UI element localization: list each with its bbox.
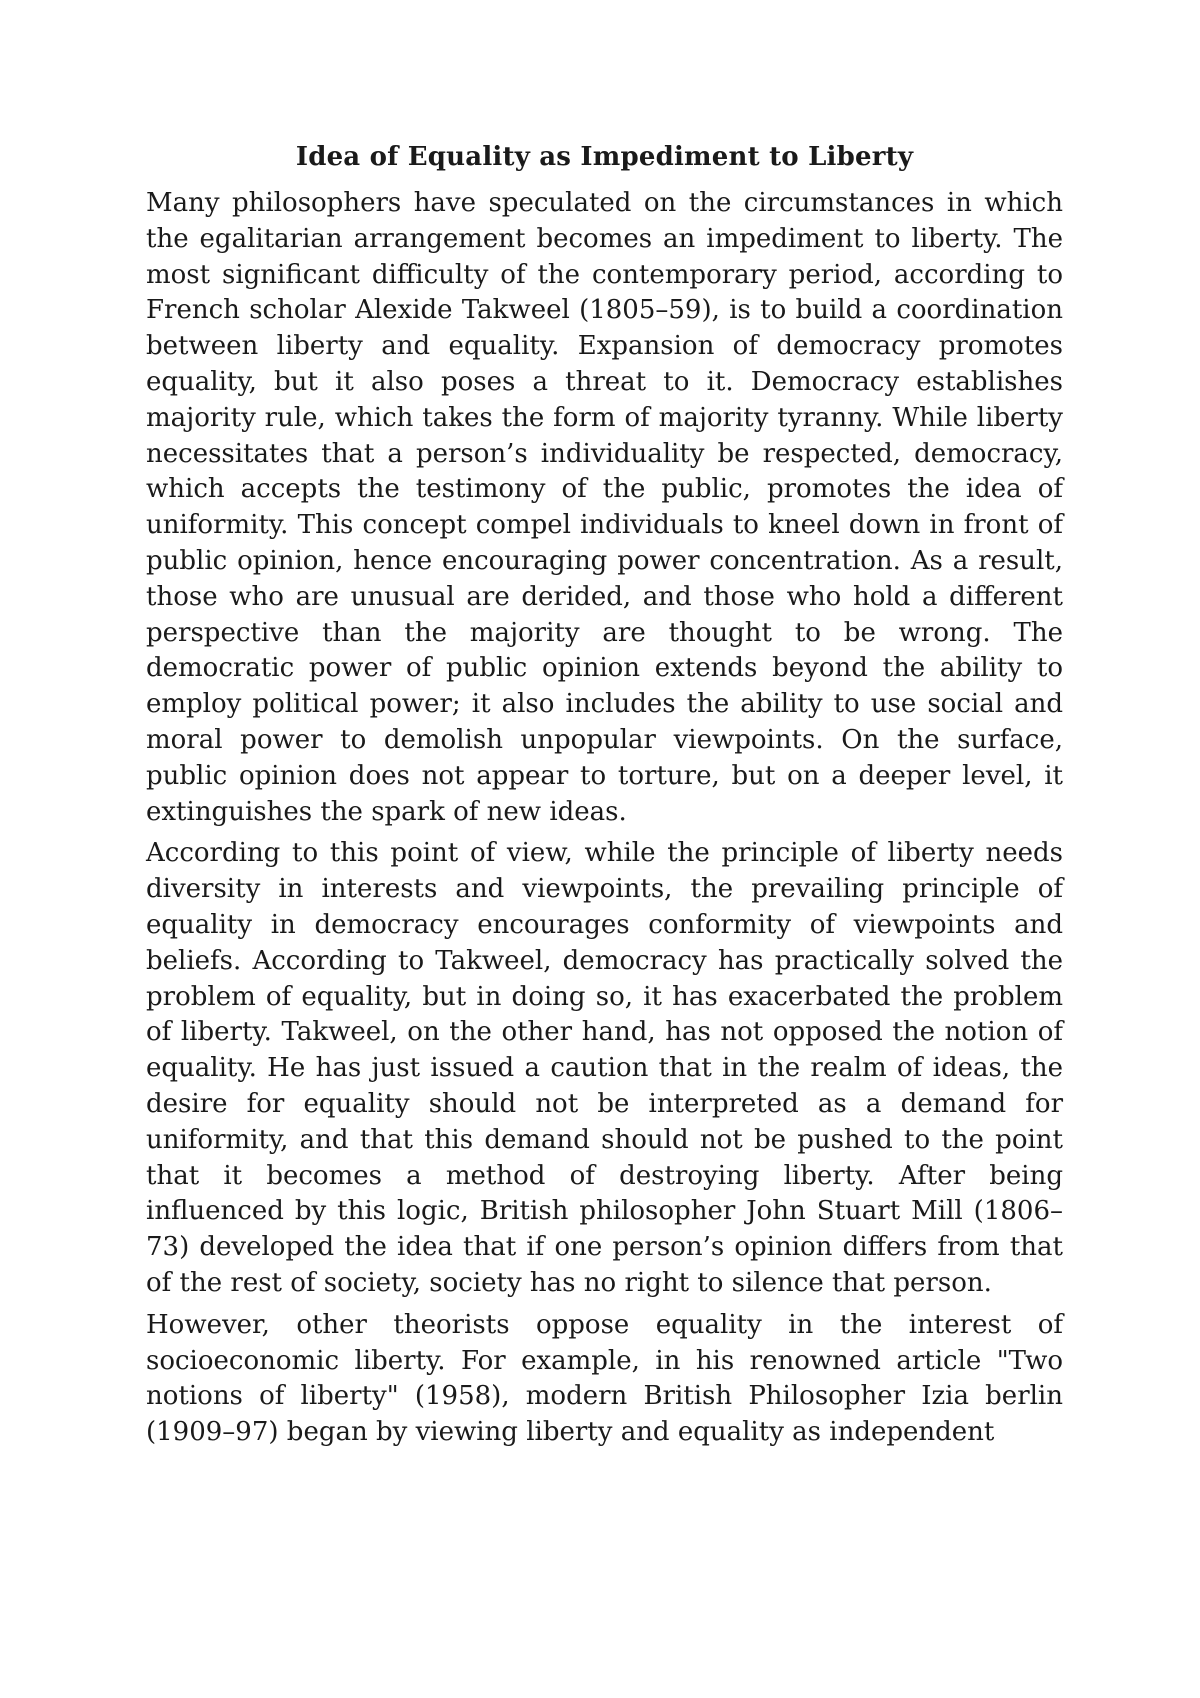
paragraph-2: According to this point of view, while the principle of liberty needs diversity in interests and viewpoints, the prevailing principle of equality in democracy encourages conformity of viewpoints and beliefs. According to Takweel, democracy has practically solved the problem of equality, but in doing so, it has exacerbated the problem of liberty. Takweel, on the other hand, has not opposed the notion of equality. He has just issued a caution that in the realm of ideas, the desire for equality should not be interpreted as a demand for uniformity, and that this demand should not be pushed to the point that it becomes a method of destroying liberty. After being influenced by this logic, British philosopher John Stuart Mill (1806–73) developed the idea that if one person’s opinion differs from that of the rest of society, society has no right to silence that person. bbox=[146, 838, 1063, 1298]
document-body bbox=[146, 140, 1063, 1457]
paragraph-3: However, other theorists oppose equality in the interest of socioeconomic liberty. For example, in his renowned article "Two notions of liberty" (1958), modern British Philosopher Izia berlin (1909–97) began by viewing liberty and equality as independent bbox=[146, 1309, 1063, 1448]
paragraph-1: Many philosophers have speculated on the circumstances in which the egalitarian arrangement becomes an impediment to liberty. The most significant difficulty of the contemporary period, according to French scholar Alexide Takweel (1805–59), is to build a coordination between liberty and equality. Expansion of democracy promotes equality, but it also poses a threat to it. Democracy establishes majority rule, which takes the form of majority tyranny. While liberty necessitates that a person’s individuality be respected, democracy, which accepts the testimony of the public, promotes the idea of uniformity. This concept compel individuals to kneel down in front of public opinion, hence encouraging power concentration. As a result, those who are unusual are derided, and those who hold a different perspective than the majority are thought to be wrong. The democratic power of public opinion extends beyond the ability to employ political power; it also includes the ability to use social and moral power to demolish unpopular viewpoints. On the surface, public opinion does not appear to torture, but on a deeper level, it extinguishes the spark of new ideas. bbox=[146, 188, 1063, 827]
document-title: Idea of Equality as Impediment to Liberty bbox=[295, 142, 914, 172]
